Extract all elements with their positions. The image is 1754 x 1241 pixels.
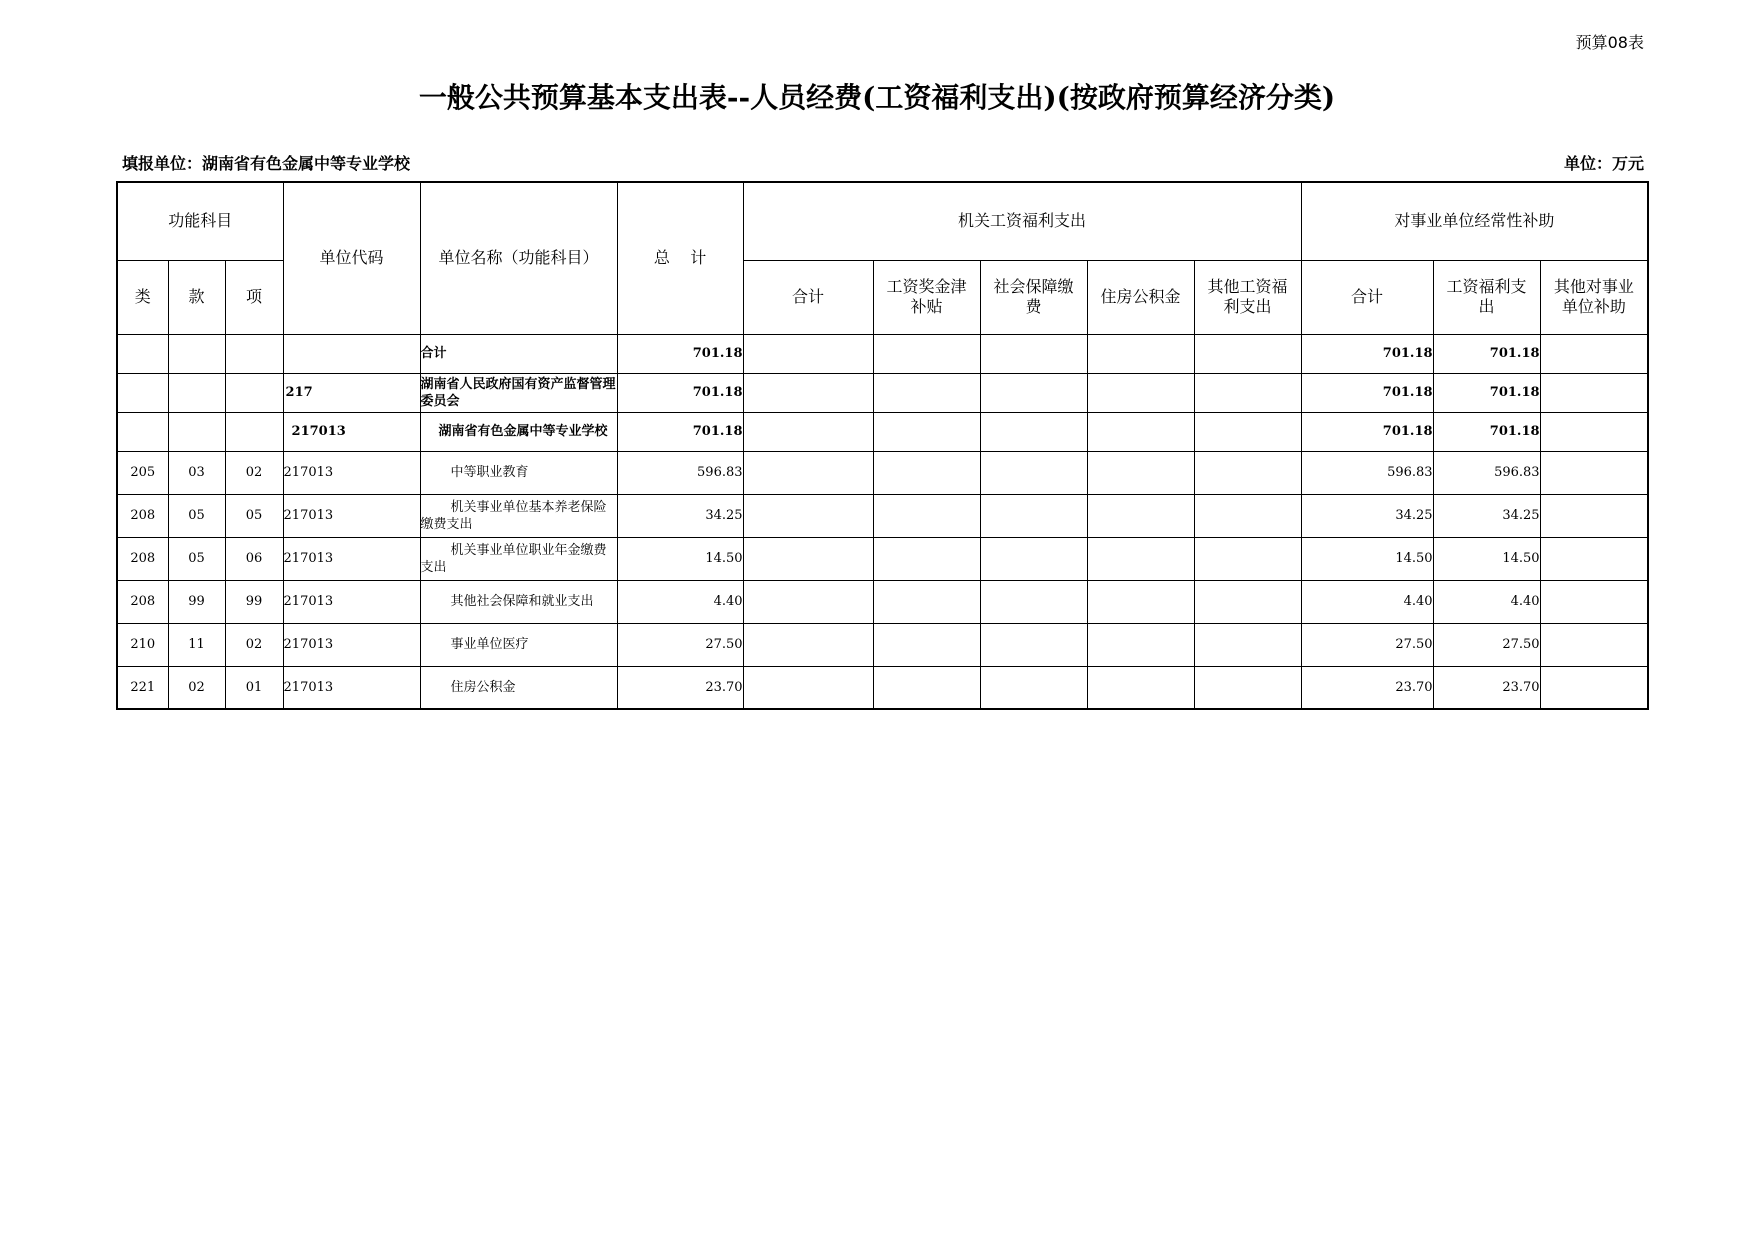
cell-code: 217013 — [283, 537, 420, 580]
budget-table — [116, 181, 1649, 710]
cell-subsidy-other — [1540, 580, 1648, 623]
currency-unit: 单位：万元 — [1563, 154, 1644, 173]
cell-agency-salary — [873, 373, 980, 412]
cell-subsidy-total: 34.25 — [1301, 494, 1433, 537]
cell-xiang: 06 — [225, 537, 283, 580]
cell-kuan: 05 — [168, 494, 225, 537]
table-row — [117, 451, 1648, 494]
cell-subsidy-other — [1540, 666, 1648, 709]
cell-code: 217013 — [283, 494, 420, 537]
cell-agency-other — [1194, 373, 1301, 412]
cell-agency-salary — [873, 412, 980, 451]
header-subsidy-salary: 工资福利支出 — [1433, 260, 1540, 334]
cell-subsidy-salary: 701.18 — [1433, 412, 1540, 451]
header-agency-other: 其他工资福利支出 — [1194, 260, 1301, 334]
cell-subsidy-total: 701.18 — [1301, 334, 1433, 373]
cell-agency-social — [980, 666, 1087, 709]
cell-agency-salary — [873, 666, 980, 709]
cell-total: 14.50 — [617, 537, 743, 580]
cell-agency-other — [1194, 666, 1301, 709]
cell-agency-other — [1194, 580, 1301, 623]
cell-agency-total — [743, 494, 873, 537]
cell-agency-salary — [873, 494, 980, 537]
header-unit-name: 单位名称（功能科目） — [420, 182, 617, 334]
cell-subsidy-other — [1540, 334, 1648, 373]
cell-subsidy-total: 23.70 — [1301, 666, 1433, 709]
header-subsidy-total: 合计 — [1301, 260, 1433, 334]
header-unit-code: 单位代码 — [283, 182, 420, 334]
table-row — [117, 494, 1648, 537]
header-total: 总 计 — [617, 182, 743, 334]
cell-lei: 208 — [117, 494, 168, 537]
cell-agency-other — [1194, 451, 1301, 494]
cell-agency-housing — [1087, 334, 1194, 373]
cell-lei — [117, 412, 168, 451]
cell-subsidy-other — [1540, 451, 1648, 494]
cell-subsidy-total: 701.18 — [1301, 373, 1433, 412]
cell-agency-other — [1194, 334, 1301, 373]
cell-agency-other — [1194, 494, 1301, 537]
header-agency-group: 机关工资福利支出 — [743, 182, 1301, 260]
header-subsidy-other: 其他对事业单位补助 — [1540, 260, 1648, 334]
cell-kuan — [168, 334, 225, 373]
cell-lei — [117, 334, 168, 373]
cell-total: 4.40 — [617, 580, 743, 623]
table-row — [117, 412, 1648, 451]
header-agency-housing: 住房公积金 — [1087, 260, 1194, 334]
cell-subsidy-salary: 34.25 — [1433, 494, 1540, 537]
cell-total: 701.18 — [617, 373, 743, 412]
cell-name: 湖南省有色金属中等专业学校 — [420, 412, 617, 451]
header-lei: 类 — [117, 260, 168, 334]
cell-agency-housing — [1087, 373, 1194, 412]
header-agency-social: 社会保障缴费 — [980, 260, 1087, 334]
cell-subsidy-other — [1540, 373, 1648, 412]
cell-agency-total — [743, 537, 873, 580]
cell-name: 其他社会保障和就业支出 — [420, 580, 617, 623]
cell-code — [283, 334, 420, 373]
cell-total: 34.25 — [617, 494, 743, 537]
cell-agency-salary — [873, 537, 980, 580]
cell-subsidy-salary: 14.50 — [1433, 537, 1540, 580]
cell-xiang: 01 — [225, 666, 283, 709]
header-kuan: 款 — [168, 260, 225, 334]
cell-total: 701.18 — [617, 334, 743, 373]
cell-name: 事业单位医疗 — [420, 623, 617, 666]
page-title: 一般公共预算基本支出表--人员经费(工资福利支出)(按政府预算经济分类) — [418, 81, 1336, 114]
cell-code: 217013 — [283, 666, 420, 709]
cell-kuan: 99 — [168, 580, 225, 623]
cell-subsidy-total: 596.83 — [1301, 451, 1433, 494]
cell-subsidy-salary: 701.18 — [1433, 373, 1540, 412]
cell-agency-total — [743, 623, 873, 666]
header-agency-total: 合计 — [743, 260, 873, 334]
cell-kuan: 03 — [168, 451, 225, 494]
cell-lei: 210 — [117, 623, 168, 666]
cell-name: 中等职业教育 — [420, 451, 617, 494]
cell-subsidy-salary: 4.40 — [1433, 580, 1540, 623]
cell-xiang — [225, 412, 283, 451]
reporting-unit: 填报单位：湖南省有色金属中等专业学校 — [122, 154, 411, 173]
cell-xiang: 02 — [225, 451, 283, 494]
cell-total: 23.70 — [617, 666, 743, 709]
header-xiang: 项 — [225, 260, 283, 334]
cell-subsidy-total: 701.18 — [1301, 412, 1433, 451]
form-number: 预算08表 — [1575, 33, 1644, 52]
cell-agency-salary — [873, 451, 980, 494]
cell-total: 27.50 — [617, 623, 743, 666]
header-subsidy-group: 对事业单位经常性补助 — [1301, 182, 1648, 260]
cell-lei — [117, 373, 168, 412]
cell-kuan: 02 — [168, 666, 225, 709]
cell-name: 机关事业单位基本养老保险缴费支出 — [420, 494, 617, 537]
cell-agency-housing — [1087, 494, 1194, 537]
cell-subsidy-total: 14.50 — [1301, 537, 1433, 580]
cell-agency-total — [743, 451, 873, 494]
cell-name: 住房公积金 — [420, 666, 617, 709]
cell-code: 217 — [283, 373, 420, 412]
cell-agency-housing — [1087, 412, 1194, 451]
cell-agency-total — [743, 580, 873, 623]
cell-subsidy-total: 27.50 — [1301, 623, 1433, 666]
cell-agency-salary — [873, 580, 980, 623]
cell-xiang: 02 — [225, 623, 283, 666]
cell-agency-housing — [1087, 666, 1194, 709]
cell-agency-total — [743, 373, 873, 412]
header-function-subject: 功能科目 — [117, 182, 283, 260]
cell-code: 217013 — [283, 623, 420, 666]
table-row — [117, 623, 1648, 666]
cell-subsidy-other — [1540, 623, 1648, 666]
header-agency-salary: 工资奖金津补贴 — [873, 260, 980, 334]
cell-agency-total — [743, 334, 873, 373]
cell-total: 596.83 — [617, 451, 743, 494]
cell-subsidy-total: 4.40 — [1301, 580, 1433, 623]
cell-agency-other — [1194, 412, 1301, 451]
cell-xiang: 05 — [225, 494, 283, 537]
cell-code: 217013 — [283, 580, 420, 623]
cell-lei: 221 — [117, 666, 168, 709]
cell-agency-salary — [873, 623, 980, 666]
cell-agency-other — [1194, 623, 1301, 666]
table-row — [117, 373, 1648, 412]
cell-code: 217013 — [283, 412, 420, 451]
table-row — [117, 537, 1648, 580]
cell-lei: 205 — [117, 451, 168, 494]
cell-agency-total — [743, 666, 873, 709]
cell-agency-housing — [1087, 451, 1194, 494]
cell-kuan: 11 — [168, 623, 225, 666]
cell-kuan: 05 — [168, 537, 225, 580]
cell-subsidy-salary: 596.83 — [1433, 451, 1540, 494]
cell-name: 机关事业单位职业年金缴费支出 — [420, 537, 617, 580]
cell-agency-social — [980, 451, 1087, 494]
cell-agency-housing — [1087, 580, 1194, 623]
cell-subsidy-salary: 27.50 — [1433, 623, 1540, 666]
cell-agency-total — [743, 412, 873, 451]
cell-agency-salary — [873, 334, 980, 373]
cell-agency-social — [980, 537, 1087, 580]
cell-lei: 208 — [117, 537, 168, 580]
cell-xiang — [225, 334, 283, 373]
cell-agency-other — [1194, 537, 1301, 580]
cell-code: 217013 — [283, 451, 420, 494]
cell-agency-social — [980, 412, 1087, 451]
cell-subsidy-other — [1540, 537, 1648, 580]
cell-agency-housing — [1087, 623, 1194, 666]
cell-lei: 208 — [117, 580, 168, 623]
cell-name: 合计 — [420, 334, 617, 373]
table-row — [117, 580, 1648, 623]
table-row — [117, 666, 1648, 709]
cell-xiang — [225, 373, 283, 412]
cell-agency-housing — [1087, 537, 1194, 580]
cell-agency-social — [980, 580, 1087, 623]
cell-kuan — [168, 412, 225, 451]
cell-agency-social — [980, 494, 1087, 537]
cell-subsidy-salary: 701.18 — [1433, 334, 1540, 373]
cell-xiang: 99 — [225, 580, 283, 623]
cell-agency-social — [980, 373, 1087, 412]
cell-subsidy-other — [1540, 412, 1648, 451]
cell-kuan — [168, 373, 225, 412]
cell-total: 701.18 — [617, 412, 743, 451]
cell-subsidy-salary: 23.70 — [1433, 666, 1540, 709]
table-row — [117, 334, 1648, 373]
cell-name: 湖南省人民政府国有资产监督管理委员会 — [420, 373, 617, 412]
cell-subsidy-other — [1540, 494, 1648, 537]
cell-agency-social — [980, 334, 1087, 373]
cell-agency-social — [980, 623, 1087, 666]
